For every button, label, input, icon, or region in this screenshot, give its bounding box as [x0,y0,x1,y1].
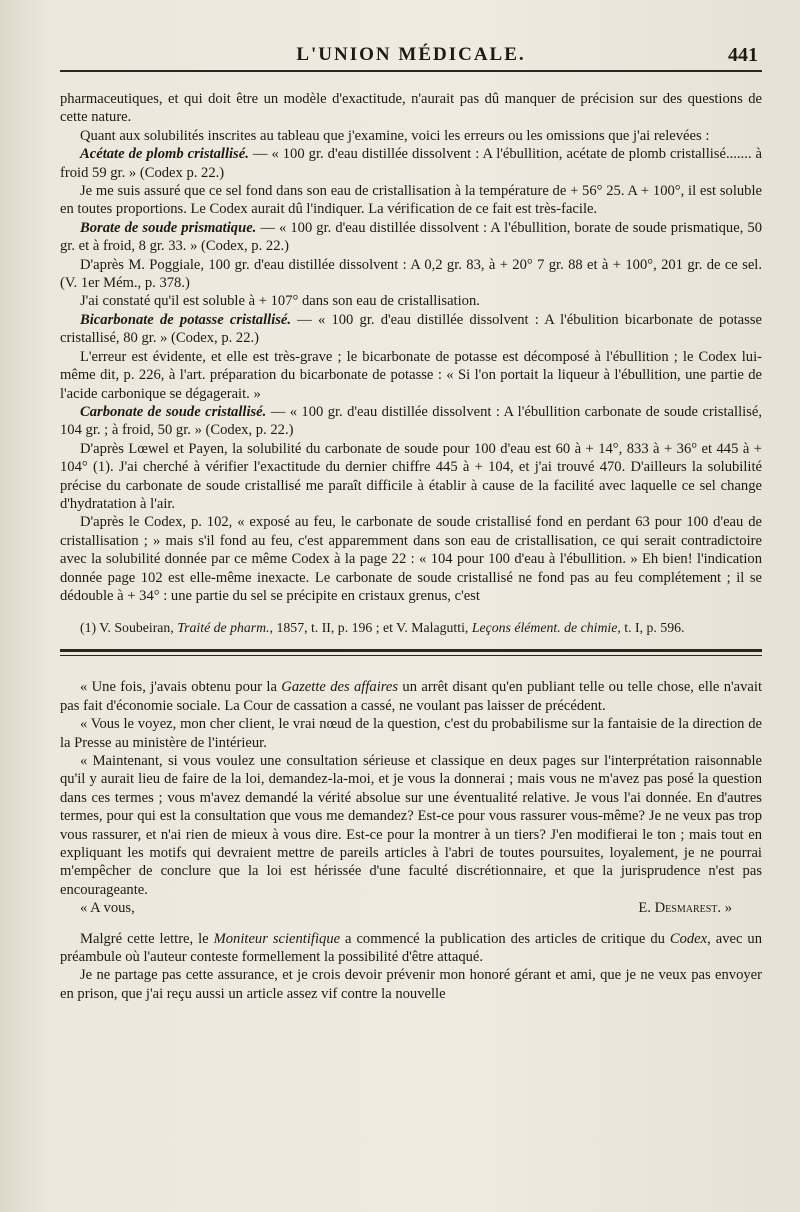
signature [638,899,762,917]
text-run: , avec un préambule où l'auteur conteste formellement la possibilité d'être attaqué. [60,930,762,966]
paragraph [60,678,762,715]
entry-text: — « 100 gr. d'eau distillée dissolvent : A l'ébulition bicarbonate de potasse cristallisé, 80 gr. » (Codex, p. 22.) [60,311,762,347]
footnote-work-title: Traité de pharm. [177,620,270,636]
article-body [60,90,762,605]
running-header [60,0,762,72]
paragraph: Je ne partage pas cette assurance, et je crois devoir prévenir mon honoré gérant et ami, que je ne veux pas envoyer en prison, que j'ai reçu aussi un article assez vif contre la nouvelle [60,967,762,1002]
paragraph: « Maintenant, si vous voulez une consultation sérieuse et classique en deux pages sur l'interprétation raisonnable qu'il y aurait lieu de faire de la loi, demandez-la-moi, et je vous la donnerai ; mais vous ne m'avez pas posé la question dans ces termes ; vous m'avez demandé la vérité absolue sur une éventualité relative. Je vous l'ai donnée. En d'autres termes, pour qui est la consultation que vous me demandez? Est-ce pour vous rassurer vous-même? Je ne veux pas trop vous rassurer, et n'ai rien de mieux à vous dire. Est-ce pour la montrer à un tiers? J'en modifierai le ton ; mais tout en expliquant les motifs qui devraient mettre de pareils articles à l'abri de toutes poursuites, loyalement, je ne pourrai m'empêcher de conclure que la loi est hérissée d'une faculté discrétionnaire, et que la jurisprudence n'est pas encourageante. [60,753,762,898]
entry-label: Bicarbonate de potasse cristallisé. [80,311,292,328]
entry-label: Carbonate de soude cristallisé. [80,403,267,420]
footnote-work-title: Leçons élément. de chimie [471,620,618,636]
italic-title: Codex [669,930,708,947]
journal-title: L'UNION MÉDICALE. [296,44,526,65]
paragraph [60,930,762,967]
entry-carbonate [60,403,762,440]
paragraph: D'après M. Poggiale, 100 gr. d'eau distillée dissolvent : A 0,2 gr. 83, à + 20° 7 gr. 88 et à + 100°, 201 gr. de ce sel. (V. 1er Mém., p. 378.) [60,256,762,292]
section-divider [60,649,762,656]
entry-text: — « 100 gr. d'eau distillée dissolvent : A l'ébullition, acétate de plomb cristallisé....... à froid 59 gr. » (Codex p. 22.) [60,146,762,181]
paragraph: D'après Lœwel et Payen, la solubilité du carbonate de soude pour 100 d'eau est 60 à + 14°, 833 à + 36° et 445 à + 104° (1). J'ai cherché à vérifier l'exactitude du dernier chiffre 445 à + 104, et j'ai trouvé 470. D'ailleurs la solubilité précise du carbonate de soude cristallisé me paraît difficile à établir à cause de la facilité avec laquelle ce sel change d'hydratation à l'air. [60,440,762,512]
feuilleton-body [60,678,762,1003]
paragraph: J'ai constaté qu'il est soluble à + 107° dans son eau de cristallisation. [80,293,480,310]
paragraph: D'après le Codex, p. 102, « exposé au feu, le carbonate de soude cristallisé fond en perdant 63 pour 100 d'eau de cristallisation ; » mais s'il fond au feu, c'est apparemment dans son eau de cristallisation, ce qui serait contradictoire avec la solubilité donnée par ce même Codex à la page 22 : « 104 pour 100 d'eau à l'ébullition. » Eh bien! l'indication donnée page 102 est elle-même inexacte. Le carbonate de soude cristallisé ne fond pas au feu complétement ; il se dédouble à + 34° : une partie du sel se précipite en cristaux grenus, c'est [60,514,762,604]
footnote [60,619,762,637]
paragraph: Je me suis assuré que ce sel fond dans son eau de cristallisation à la température de + 56° 25. A + 100°, il est soluble en toutes proportions. Le Codex aurait dû l'indiquer. La vérification de ce fait est très-facile. [60,183,762,218]
signature-initial: E. [638,900,655,917]
entry-label: Acétate de plomb cristallisé. [80,146,249,163]
entry-borate [60,219,762,256]
letter-closing [60,899,762,917]
paragraph: Quant aux solubilités inscrites au tableau que j'examine, voici les erreurs ou les omissions que j'ai relevées : [80,127,710,144]
signature-name: Desmarest. [654,900,722,917]
footnote-text: , 1857, t. II, p. 196 ; et V. Malagutti, [269,620,472,636]
italic-title: Gazette des affaires [281,679,399,696]
entry-text: — « 100 gr. d'eau distillée dissolvent : A l'ébullition, borate de soude prismatique, 50 gr. et à froid, 8 gr. 33. » (Codex, p. 22.) [60,219,762,255]
entry-text: — « 100 gr. d'eau distillée dissolvent : A l'ébullition carbonate de soude cristallisé, 104 gr. ; à froid, 50 gr. » (Codex, p. 22.) [60,403,762,439]
italic-title: Moniteur scientifique [213,930,341,947]
signature-close: » [721,900,732,917]
entry-label: Borate de soude prismatique. [80,219,257,236]
paragraph: « Vous le voyez, mon cher client, le vrai nœud de la question, c'est du probabilisme sur la fantaisie de la direction de la Presse au ministère de l'intérieur. [60,716,762,751]
page-number: 441 [728,44,758,66]
entry-bicarbonate [60,311,762,348]
salutation: « A vous, [80,900,135,917]
text-run: « Une fois, j'avais obtenu pour la [80,679,282,696]
paragraph: pharmaceutiques, et qui doit être un modèle d'exactitude, n'aurait pas dû manquer de précision sur des questions de cette nature. [60,91,762,126]
text-run: Malgré cette lettre, le [80,930,214,947]
entry-acetate [60,145,762,182]
text-run: un arrêt disant qu'en publiant telle ou telle chose, elle n'avait pas fait d'économie sociale. La Cour de cassation a cassé, ne voulant pas laisser de précédent. [60,679,762,714]
paragraph: L'erreur est évidente, et elle est très-grave ; le bicarbonate de potasse est décomposé à l'ébullition ; le Codex lui-même dit, p. 226, à l'art. préparation du bicarbonate de potasse : « Si l'on portait la liqueur à l'ébullition, une partie de l'acide carbonique se dégagerait. » [60,348,762,402]
footnote-text: , t. I, p. 596. [617,620,685,636]
footnote-text: (1) V. Soubeiran, [80,620,178,636]
text-run: a commencé la publication des articles de critique du [340,930,670,947]
